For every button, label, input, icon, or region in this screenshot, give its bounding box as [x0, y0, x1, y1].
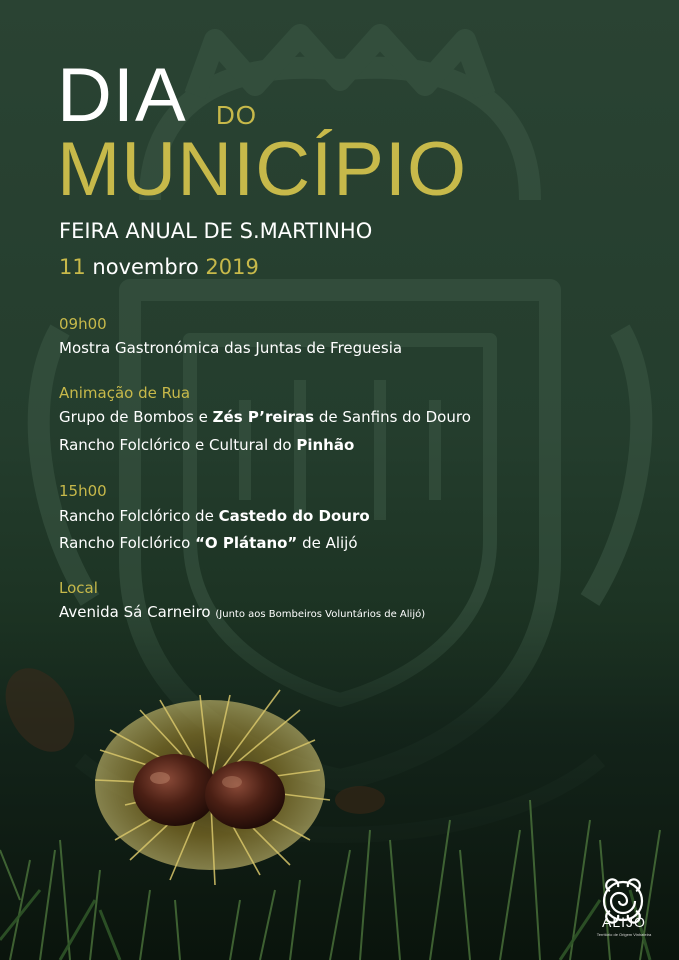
- program-item: [59, 533, 358, 553]
- program-item-text: de Alijó: [297, 534, 358, 552]
- title-connector: DO: [216, 100, 257, 130]
- title-dia: DIA: [57, 53, 187, 138]
- logo-wordmark: ALIJÓ: [602, 914, 646, 930]
- program-item: [59, 407, 471, 427]
- date-day: 11: [59, 255, 86, 279]
- program-item: [59, 435, 354, 455]
- program-section-heading: Animação de Rua: [59, 384, 191, 402]
- program-time-afternoon: 15h00: [59, 482, 107, 500]
- logo-tagline: Território de Origem Vinhateira: [596, 932, 652, 937]
- program-item: Mostra Gastronómica das Juntas de Freguesia: [59, 339, 403, 357]
- program-item-highlight: Pinhão: [296, 436, 355, 454]
- program-item-highlight: “O Plátano”: [195, 534, 298, 552]
- program-item: [59, 506, 370, 526]
- program-item-text: Rancho Folclórico: [59, 534, 196, 552]
- program-location-heading: Local: [59, 579, 98, 597]
- program-location: [59, 602, 425, 625]
- program-item-text: Rancho Folclórico e Cultural do: [59, 436, 297, 454]
- program-item-text: Grupo de Bombos e: [59, 408, 213, 426]
- date-year: 2019: [205, 255, 259, 279]
- chestnut-photo: [0, 600, 679, 960]
- program-item-highlight: Zés P’reiras: [212, 408, 315, 426]
- title-municipio: MUNICÍPIO: [57, 127, 468, 212]
- location-address: Avenida Sá Carneiro: [59, 603, 216, 621]
- program-item-highlight: Castedo do Douro: [218, 507, 370, 525]
- event-date: [59, 255, 259, 279]
- program-time-morning: 09h00: [59, 315, 107, 333]
- program-item-text: Rancho Folclórico de: [59, 507, 219, 525]
- location-note: (Junto aos Bombeiros Voluntários de Alijó): [215, 609, 426, 620]
- event-subtitle: FEIRA ANUAL DE S.MARTINHO: [59, 219, 373, 243]
- program-item-text: de Sanfins do Douro: [314, 408, 471, 426]
- date-month: novembro: [92, 255, 199, 279]
